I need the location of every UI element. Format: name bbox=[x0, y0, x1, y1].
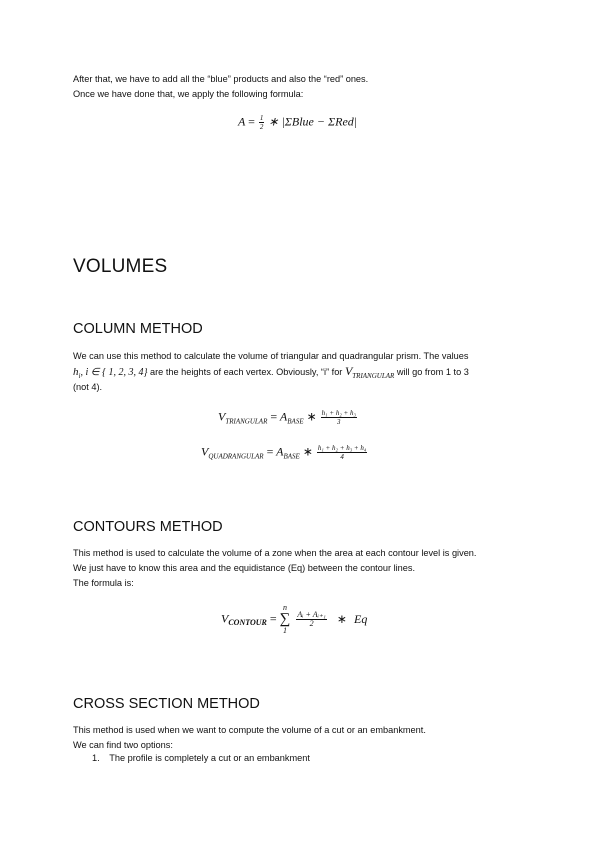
area-formula-equals: = bbox=[248, 114, 255, 129]
contour-denominator: 2 bbox=[309, 618, 314, 628]
quadrangular-v: V bbox=[201, 444, 209, 459]
cross-section-heading: CROSS SECTION METHOD bbox=[73, 696, 260, 712]
triangular-a-sub: BASE bbox=[287, 417, 304, 426]
column-line-2-text: are the heights of each vertex. Obviously, “i” for bbox=[150, 367, 343, 377]
area-formula bbox=[238, 114, 357, 131]
triangular-v: V bbox=[218, 409, 226, 424]
list-item bbox=[92, 753, 310, 763]
triangular-formula bbox=[218, 409, 358, 426]
contour-formula bbox=[221, 603, 367, 635]
quadrangular-v-sub: QUADRANGULAR bbox=[208, 452, 264, 461]
column-h-var: h bbox=[73, 366, 79, 378]
quadrangular-a-sub: BASE bbox=[283, 452, 300, 461]
contour-fraction bbox=[296, 611, 327, 628]
column-line-2-end: will go from 1 to 3 bbox=[396, 367, 469, 377]
quadrangular-formula bbox=[201, 444, 368, 461]
quadrangular-equals: = bbox=[266, 444, 274, 459]
triangular-equals: = bbox=[270, 409, 278, 424]
column-h-sub: i bbox=[78, 372, 81, 380]
contours-line-2: We just have to know this area and the equidistance (Eq) between the contour lines. bbox=[73, 563, 416, 573]
contour-v-sub: CONTOUR bbox=[228, 617, 267, 627]
triangular-denominator: 3 bbox=[337, 418, 341, 426]
contour-sum-top: n bbox=[283, 603, 287, 612]
contours-line-3: The formula is: bbox=[73, 578, 134, 588]
quadrangular-times: ∗ bbox=[302, 444, 313, 459]
contour-numerator: Aᵢ + Aᵢ₊₁ bbox=[297, 609, 326, 619]
quadrangular-denominator: 4 bbox=[340, 453, 344, 461]
cross-line-2: We can find two options: bbox=[73, 740, 173, 750]
area-formula-rest: ∗ |ΣBlue − ΣRed| bbox=[268, 114, 358, 129]
triangular-fraction bbox=[321, 409, 357, 426]
column-v-var: V bbox=[344, 364, 353, 378]
triangular-times: ∗ bbox=[306, 409, 317, 424]
column-method-heading: COLUMN METHOD bbox=[73, 321, 203, 337]
column-line-3: (not 4). bbox=[73, 382, 103, 392]
cross-line-1: This method is used when we want to compute the volume of a cut or an embankment. bbox=[73, 725, 426, 735]
area-formula-numerator: 1 bbox=[259, 114, 264, 122]
list-item-number: 1. bbox=[92, 753, 100, 763]
quadrangular-fraction bbox=[317, 444, 367, 461]
triangular-a: A bbox=[279, 409, 288, 424]
contours-line-1: This method is used to calculate the volume of a zone when the area at each contour level is given. bbox=[73, 548, 477, 558]
triangular-v-sub: TRIANGULAR bbox=[225, 417, 268, 426]
contours-method-heading: CONTOURS METHOD bbox=[73, 519, 223, 535]
contour-sum-symbol: ∑ bbox=[279, 611, 291, 627]
area-formula-fraction bbox=[259, 114, 265, 131]
intro-line-1: After that, we have to add all the “blue” products and also the “red” ones. bbox=[73, 74, 369, 84]
column-line-1: We can use this method to calculate the volume of triangular and quadrangular prism. The values bbox=[73, 351, 469, 361]
contour-equals: = bbox=[269, 611, 277, 626]
column-index-set: , i ∈ { 1, 2, 3, 4} bbox=[80, 367, 148, 378]
list-item-text: The profile is completely a cut or an embankment bbox=[109, 753, 310, 763]
contour-eq-var: Eq bbox=[353, 611, 368, 626]
contour-times: ∗ bbox=[336, 611, 347, 626]
triangular-numerator: h₁ + h₂ + h₃ bbox=[321, 409, 356, 417]
column-v-sub: TRIANGULAR bbox=[352, 372, 395, 380]
contour-sum-bottom: 1 bbox=[283, 626, 287, 635]
quadrangular-a: A bbox=[276, 444, 284, 459]
column-line-2 bbox=[73, 364, 469, 383]
intro-line-2: Once we have done that, we apply the following formula: bbox=[73, 89, 304, 99]
volumes-heading: VOLUMES bbox=[73, 256, 168, 277]
contour-v: V bbox=[221, 611, 229, 626]
quadrangular-numerator: h₁ + h₂ + h₃ + h₄ bbox=[317, 444, 367, 452]
contour-summation bbox=[280, 603, 291, 635]
area-formula-denominator: 2 bbox=[259, 123, 264, 131]
area-formula-lhs: A bbox=[238, 114, 246, 129]
